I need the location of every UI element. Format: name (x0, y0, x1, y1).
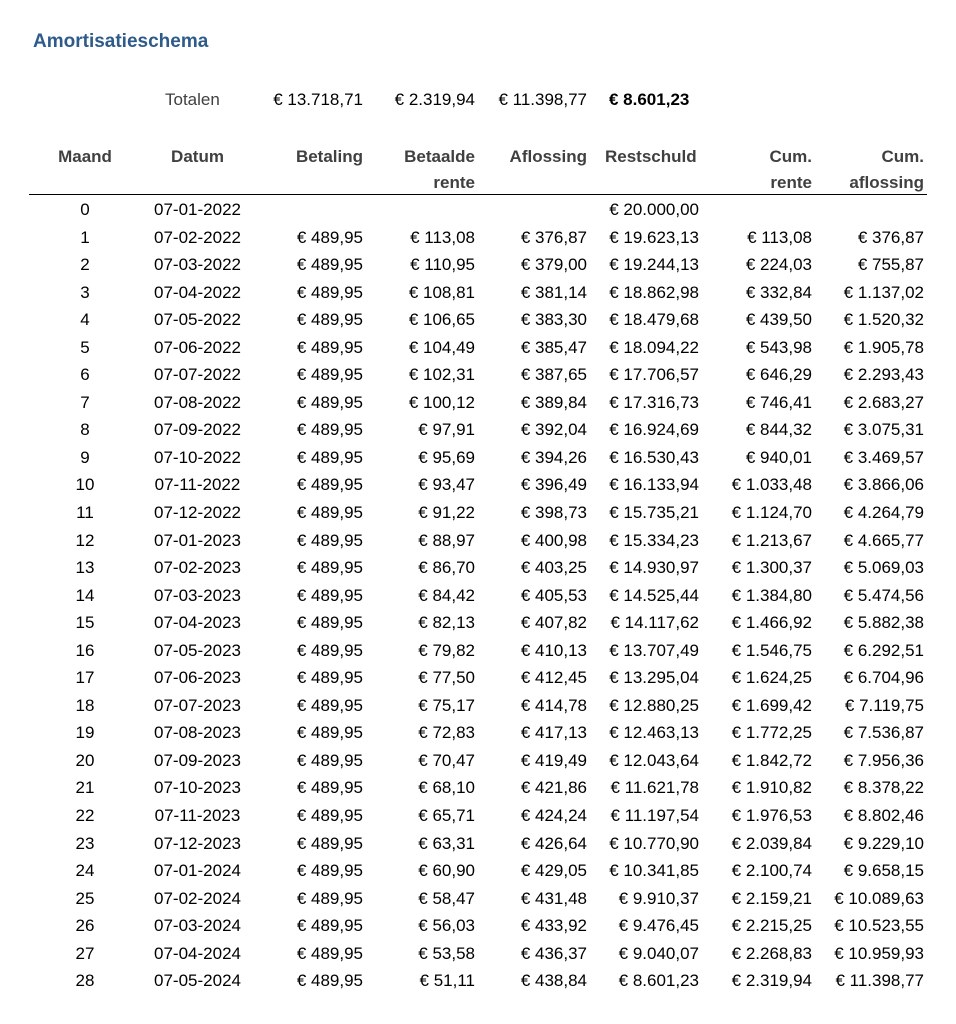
cell-betaalde-rente: € 79,82 (418, 640, 475, 660)
table-row (0, 802, 956, 830)
cell-betaling: € 489,95 (296, 392, 363, 412)
cell-betaling: € 489,95 (296, 778, 363, 798)
cell-aflossing: € 424,24 (520, 806, 587, 826)
cell-betaling: € 489,95 (296, 420, 363, 440)
cell-betaling: € 489,95 (296, 668, 363, 688)
table-row (0, 224, 956, 252)
cell-maand: 5 (80, 337, 90, 357)
table-row (0, 774, 956, 802)
table-row (0, 719, 956, 747)
cell-restschuld: € 20.000,00 (609, 200, 699, 219)
cell-cum-aflossing: € 5.882,38 (843, 613, 924, 633)
cell-datum: 07-03-2024 (154, 916, 241, 936)
cell-cum-rente: € 2.100,74 (731, 861, 812, 881)
cell-datum: 07-06-2023 (154, 668, 241, 688)
cell-cum-aflossing: € 1.905,78 (843, 337, 924, 357)
cell-betaalde-rente: € 110,95 (410, 255, 475, 275)
cell-cum-aflossing: € 3.866,06 (843, 475, 924, 495)
cell-aflossing: € 419,49 (520, 750, 587, 770)
cell-betaalde-rente: € 51,11 (419, 971, 475, 991)
cell-cum-aflossing: € 8.378,22 (843, 778, 924, 798)
table-row (0, 389, 956, 417)
page-title: Amortisatieschema (33, 31, 209, 52)
header-restschuld: Restschuld (605, 147, 697, 166)
cell-maand: 6 (80, 365, 90, 385)
cell-cum-rente: € 1.300,37 (731, 558, 812, 578)
cell-betaalde-rente: € 95,69 (418, 447, 475, 467)
cell-maand: 24 (75, 861, 95, 881)
cell-maand: 9 (80, 447, 90, 467)
cell-maand: 4 (80, 310, 90, 330)
header-betaalde-rente-1: Betaalde (404, 147, 475, 166)
table-row (0, 361, 956, 389)
cell-restschuld: € 12.880,25 (609, 695, 699, 715)
cell-betaalde-rente: € 100,12 (408, 392, 475, 412)
totals-row (0, 88, 956, 112)
cell-cum-aflossing: € 3.469,57 (843, 447, 924, 467)
cell-cum-aflossing: € 7.956,36 (843, 750, 924, 770)
cell-betaalde-rente: € 113,08 (410, 227, 475, 247)
cell-aflossing: € 429,05 (520, 861, 587, 881)
totals-rente: € 2.319,94 (394, 90, 475, 109)
table-row (0, 747, 956, 775)
cell-cum-aflossing: € 6.704,96 (843, 668, 924, 688)
cell-betaling: € 489,95 (296, 530, 363, 550)
cell-restschuld: € 16.924,69 (609, 420, 699, 440)
cell-cum-rente: € 1.466,92 (731, 613, 812, 633)
table-row (0, 967, 956, 995)
cell-cum-rente: € 1.546,75 (731, 640, 812, 660)
cell-datum: 07-08-2022 (154, 392, 241, 412)
cell-cum-rente: € 1.624,25 (731, 668, 812, 688)
cell-maand: 19 (75, 723, 95, 743)
cell-cum-aflossing: € 5.069,03 (843, 558, 924, 578)
cell-restschuld: € 10.341,85 (609, 861, 699, 881)
cell-cum-rente: € 1.124,70 (731, 503, 812, 523)
cell-betaalde-rente: € 93,47 (418, 475, 475, 495)
cell-betaling: € 489,95 (296, 833, 363, 853)
cell-aflossing: € 412,45 (520, 668, 587, 688)
cell-cum-aflossing: € 10.523,55 (834, 916, 924, 936)
cell-aflossing: € 417,13 (520, 723, 587, 743)
cell-restschuld: € 17.316,73 (609, 392, 699, 412)
cell-cum-aflossing: € 2.293,43 (843, 365, 924, 385)
cell-aflossing: € 396,49 (520, 475, 587, 495)
cell-maand: 16 (75, 640, 95, 660)
cell-betaalde-rente: € 97,91 (418, 420, 475, 440)
cell-restschuld: € 13.295,04 (609, 668, 699, 688)
cell-betaalde-rente: € 58,47 (418, 888, 475, 908)
cell-betaalde-rente: € 91,22 (418, 503, 475, 523)
cell-maand: 26 (75, 916, 95, 936)
cell-aflossing: € 431,48 (520, 888, 587, 908)
cell-aflossing: € 403,25 (520, 558, 587, 578)
cell-maand: 0 (80, 200, 90, 219)
cell-betaalde-rente: € 102,31 (408, 365, 475, 385)
cell-cum-aflossing: € 11.398,77 (835, 971, 924, 991)
cell-restschuld: € 19.244,13 (609, 255, 699, 275)
table-row (0, 912, 956, 940)
cell-aflossing: € 400,98 (520, 530, 587, 550)
cell-datum: 07-05-2024 (154, 971, 241, 991)
header-cum-aflossing-1: Cum. (881, 147, 924, 166)
cell-betaling: € 489,95 (296, 750, 363, 770)
cell-betaling: € 489,95 (296, 723, 363, 743)
cell-aflossing: € 379,00 (520, 255, 587, 275)
table-row (0, 885, 956, 913)
table-row (0, 306, 956, 334)
cell-restschuld: € 14.117,62 (610, 613, 699, 633)
cell-betaalde-rente: € 108,81 (408, 282, 475, 302)
table-row (0, 830, 956, 858)
totals-betaling: € 13.718,71 (273, 90, 363, 109)
cell-betaalde-rente: € 104,49 (408, 337, 475, 357)
cell-maand: 25 (75, 888, 95, 908)
header-betaling: Betaling (295, 147, 363, 166)
cell-cum-aflossing: € 7.536,87 (843, 723, 924, 743)
cell-datum: 07-08-2023 (154, 723, 241, 743)
table-row (0, 334, 956, 362)
table-row (0, 416, 956, 444)
cell-datum: 07-03-2022 (154, 255, 241, 275)
cell-cum-rente: € 332,84 (745, 282, 812, 302)
cell-datum: 07-04-2022 (154, 282, 241, 302)
cell-datum: 07-09-2022 (154, 420, 241, 440)
cell-cum-rente: € 543,98 (745, 337, 812, 357)
cell-datum: 07-01-2022 (154, 200, 241, 219)
cell-betaling: € 489,95 (296, 971, 363, 991)
cell-cum-aflossing: € 2.683,27 (843, 392, 924, 412)
table-row (0, 554, 956, 582)
cell-betaalde-rente: € 77,50 (418, 668, 475, 688)
table-row (0, 444, 956, 472)
cell-aflossing: € 407,82 (520, 613, 587, 633)
cell-cum-rente: € 224,03 (745, 255, 812, 275)
cell-aflossing: € 421,86 (520, 778, 587, 798)
cell-restschuld: € 19.623,13 (609, 227, 699, 247)
cell-cum-rente: € 844,32 (745, 420, 812, 440)
header-betaalde-rente-2: rente (433, 173, 475, 192)
cell-betaling: € 489,95 (296, 337, 363, 357)
header-maand: Maand (58, 147, 112, 166)
cell-aflossing: € 414,78 (520, 695, 587, 715)
cell-restschuld: € 12.463,13 (609, 723, 699, 743)
table-row (0, 857, 956, 885)
header-cum-rente-1: Cum. (769, 147, 812, 166)
cell-cum-rente: € 1.699,42 (731, 695, 812, 715)
cell-cum-aflossing: € 6.292,51 (843, 640, 924, 660)
cell-betaalde-rente: € 86,70 (418, 558, 475, 578)
cell-datum: 07-02-2023 (154, 558, 241, 578)
cell-cum-rente: € 1.910,82 (731, 778, 812, 798)
table-row (0, 499, 956, 527)
table-row (0, 637, 956, 665)
cell-datum: 07-11-2023 (154, 806, 241, 826)
cell-datum: 07-07-2022 (154, 365, 241, 385)
cell-aflossing: € 436,37 (520, 943, 587, 963)
cell-cum-rente: € 1.213,67 (731, 530, 812, 550)
cell-betaalde-rente: € 60,90 (418, 861, 475, 881)
cell-cum-rente: € 1.033,48 (731, 475, 812, 495)
cell-betaling: € 489,95 (296, 613, 363, 633)
cell-betaalde-rente: € 68,10 (418, 778, 475, 798)
cell-maand: 7 (80, 392, 90, 412)
cell-aflossing: € 387,65 (520, 365, 587, 385)
cell-betaling: € 489,95 (296, 861, 363, 881)
cell-betaalde-rente: € 65,71 (418, 806, 475, 826)
cell-datum: 07-01-2023 (154, 530, 241, 550)
cell-cum-aflossing: € 755,87 (857, 255, 924, 275)
table-row (0, 940, 956, 968)
cell-datum: 07-09-2023 (154, 750, 241, 770)
cell-maand: 3 (80, 282, 90, 302)
cell-cum-aflossing: € 5.474,56 (843, 585, 924, 605)
table-row (0, 527, 956, 555)
cell-datum: 07-05-2022 (154, 310, 241, 330)
cell-maand: 28 (75, 971, 95, 991)
cell-restschuld: € 18.479,68 (609, 310, 699, 330)
cell-datum: 07-07-2023 (154, 695, 241, 715)
cell-betaalde-rente: € 75,17 (418, 695, 475, 715)
cell-restschuld: € 10.770,90 (609, 833, 699, 853)
cell-betaalde-rente: € 53,58 (418, 943, 475, 963)
cell-cum-aflossing: € 9.229,10 (843, 833, 924, 853)
cell-betaling: € 489,95 (296, 503, 363, 523)
cell-betaling: € 489,95 (296, 916, 363, 936)
cell-cum-rente: € 439,50 (745, 310, 812, 330)
cell-cum-rente: € 2.159,21 (731, 888, 812, 908)
cell-datum: 07-12-2022 (154, 503, 241, 523)
cell-aflossing: € 376,87 (520, 227, 587, 247)
cell-betaling: € 489,95 (296, 695, 363, 715)
cell-cum-rente: € 746,41 (745, 392, 812, 412)
cell-restschuld: € 9.476,45 (618, 916, 699, 936)
cell-betaalde-rente: € 56,03 (418, 916, 475, 936)
cell-aflossing: € 392,04 (520, 420, 587, 440)
cell-cum-rente: € 2.215,25 (731, 916, 812, 936)
cell-maand: 1 (80, 227, 90, 247)
cell-restschuld: € 17.706,57 (609, 365, 699, 385)
cell-datum: 07-12-2023 (154, 833, 241, 853)
table-body (0, 196, 956, 995)
cell-aflossing: € 438,84 (520, 971, 587, 991)
table-row (0, 196, 956, 224)
cell-betaling: € 489,95 (296, 255, 363, 275)
cell-cum-rente: € 940,01 (745, 447, 812, 467)
cell-betaling: € 489,95 (296, 585, 363, 605)
cell-cum-rente: € 646,29 (745, 365, 812, 385)
cell-betaalde-rente: € 70,47 (418, 750, 475, 770)
cell-datum: 07-06-2022 (154, 337, 241, 357)
cell-cum-aflossing: € 3.075,31 (843, 420, 924, 440)
cell-maand: 23 (75, 833, 95, 853)
totals-label: Totalen (165, 90, 220, 109)
cell-cum-rente: € 113,08 (747, 227, 812, 247)
cell-maand: 11 (76, 503, 94, 523)
cell-cum-aflossing: € 1.137,02 (843, 282, 924, 302)
header-cum-aflossing-2: aflossing (849, 173, 924, 192)
cell-cum-aflossing: € 10.089,63 (834, 888, 924, 908)
cell-betaling: € 489,95 (296, 475, 363, 495)
cell-betaling: € 489,95 (296, 310, 363, 330)
cell-cum-aflossing: € 4.264,79 (843, 503, 924, 523)
cell-datum: 07-02-2024 (154, 888, 241, 908)
cell-betaling: € 489,95 (296, 365, 363, 385)
cell-datum: 07-04-2023 (154, 613, 241, 633)
cell-restschuld: € 11.197,54 (610, 806, 699, 826)
table-row (0, 609, 956, 637)
cell-betaalde-rente: € 84,42 (418, 585, 475, 605)
cell-cum-rente: € 1.842,72 (731, 750, 812, 770)
cell-maand: 22 (75, 806, 95, 826)
header-datum: Datum (171, 147, 224, 166)
cell-restschuld: € 15.735,21 (609, 503, 699, 523)
cell-maand: 21 (75, 778, 95, 798)
cell-maand: 10 (75, 475, 95, 495)
cell-cum-aflossing: € 376,87 (857, 227, 924, 247)
cell-cum-rente: € 2.268,83 (731, 943, 812, 963)
cell-datum: 07-03-2023 (154, 585, 241, 605)
header-divider (29, 194, 927, 195)
cell-betaalde-rente: € 82,13 (418, 613, 475, 633)
cell-betaalde-rente: € 106,65 (408, 310, 475, 330)
cell-restschuld: € 13.707,49 (609, 640, 699, 660)
cell-aflossing: € 381,14 (520, 282, 587, 302)
cell-maand: 18 (75, 695, 95, 715)
table-row (0, 251, 956, 279)
cell-datum: 07-10-2023 (154, 778, 241, 798)
cell-betaling: € 489,95 (296, 806, 363, 826)
cell-betaling: € 489,95 (296, 227, 363, 247)
cell-aflossing: € 398,73 (520, 503, 587, 523)
cell-aflossing: € 405,53 (520, 585, 587, 605)
table-row (0, 692, 956, 720)
cell-aflossing: € 394,26 (520, 447, 587, 467)
cell-restschuld: € 11.621,78 (610, 778, 699, 798)
cell-maand: 15 (75, 613, 95, 633)
cell-maand: 14 (75, 585, 95, 605)
cell-aflossing: € 389,84 (520, 392, 587, 412)
cell-cum-rente: € 2.319,94 (731, 971, 812, 991)
cell-betaalde-rente: € 88,97 (418, 530, 475, 550)
cell-betaling: € 489,95 (296, 447, 363, 467)
cell-betaling: € 489,95 (296, 558, 363, 578)
cell-betaling: € 489,95 (296, 888, 363, 908)
cell-restschuld: € 12.043,64 (609, 750, 699, 770)
cell-cum-aflossing: € 4.665,77 (843, 530, 924, 550)
cell-restschuld: € 18.094,22 (609, 337, 699, 357)
table-header (0, 144, 956, 196)
cell-restschuld: € 14.930,97 (609, 558, 699, 578)
totals-restschuld: € 8.601,23 (609, 90, 690, 109)
header-aflossing: Aflossing (509, 147, 587, 166)
cell-aflossing: € 383,30 (520, 310, 587, 330)
cell-maand: 27 (75, 943, 95, 963)
cell-aflossing: € 385,47 (520, 337, 587, 357)
cell-maand: 20 (75, 750, 95, 770)
cell-aflossing: € 426,64 (520, 833, 587, 853)
cell-restschuld: € 15.334,23 (609, 530, 699, 550)
header-cum-rente-2: rente (770, 173, 812, 192)
cell-maand: 12 (75, 530, 95, 550)
cell-cum-rente: € 1.384,80 (731, 585, 812, 605)
cell-betaling: € 489,95 (296, 640, 363, 660)
cell-restschuld: € 16.133,94 (609, 475, 699, 495)
cell-cum-rente: € 1.976,53 (731, 806, 812, 826)
cell-restschuld: € 9.910,37 (618, 888, 699, 908)
cell-datum: 07-02-2022 (154, 227, 241, 247)
cell-maand: 13 (75, 558, 95, 578)
cell-datum: 07-05-2023 (154, 640, 241, 660)
cell-datum: 07-11-2022 (154, 475, 241, 495)
cell-restschuld: € 16.530,43 (609, 447, 699, 467)
cell-cum-aflossing: € 7.119,75 (844, 695, 924, 715)
cell-cum-aflossing: € 8.802,46 (843, 806, 924, 826)
table-row (0, 471, 956, 499)
cell-aflossing: € 433,92 (520, 916, 587, 936)
cell-betaalde-rente: € 72,83 (418, 723, 475, 743)
cell-betaalde-rente: € 63,31 (418, 833, 475, 853)
cell-maand: 2 (80, 255, 90, 275)
table-row (0, 582, 956, 610)
cell-maand: 8 (80, 420, 90, 440)
cell-cum-rente: € 1.772,25 (731, 723, 812, 743)
cell-datum: 07-10-2022 (154, 447, 241, 467)
cell-cum-rente: € 2.039,84 (731, 833, 812, 853)
cell-cum-aflossing: € 1.520,32 (843, 310, 924, 330)
totals-aflossing: € 11.398,77 (498, 90, 587, 109)
cell-maand: 17 (75, 668, 95, 688)
cell-datum: 07-01-2024 (154, 861, 241, 881)
cell-aflossing: € 410,13 (520, 640, 587, 660)
cell-restschuld: € 14.525,44 (609, 585, 699, 605)
table-row (0, 279, 956, 307)
table-row (0, 664, 956, 692)
cell-restschuld: € 8.601,23 (618, 971, 699, 991)
cell-restschuld: € 18.862,98 (609, 282, 699, 302)
cell-cum-aflossing: € 10.959,93 (834, 943, 924, 963)
cell-datum: 07-04-2024 (154, 943, 241, 963)
cell-betaling: € 489,95 (296, 943, 363, 963)
cell-restschuld: € 9.040,07 (618, 943, 699, 963)
cell-betaling: € 489,95 (296, 282, 363, 302)
cell-cum-aflossing: € 9.658,15 (843, 861, 924, 881)
